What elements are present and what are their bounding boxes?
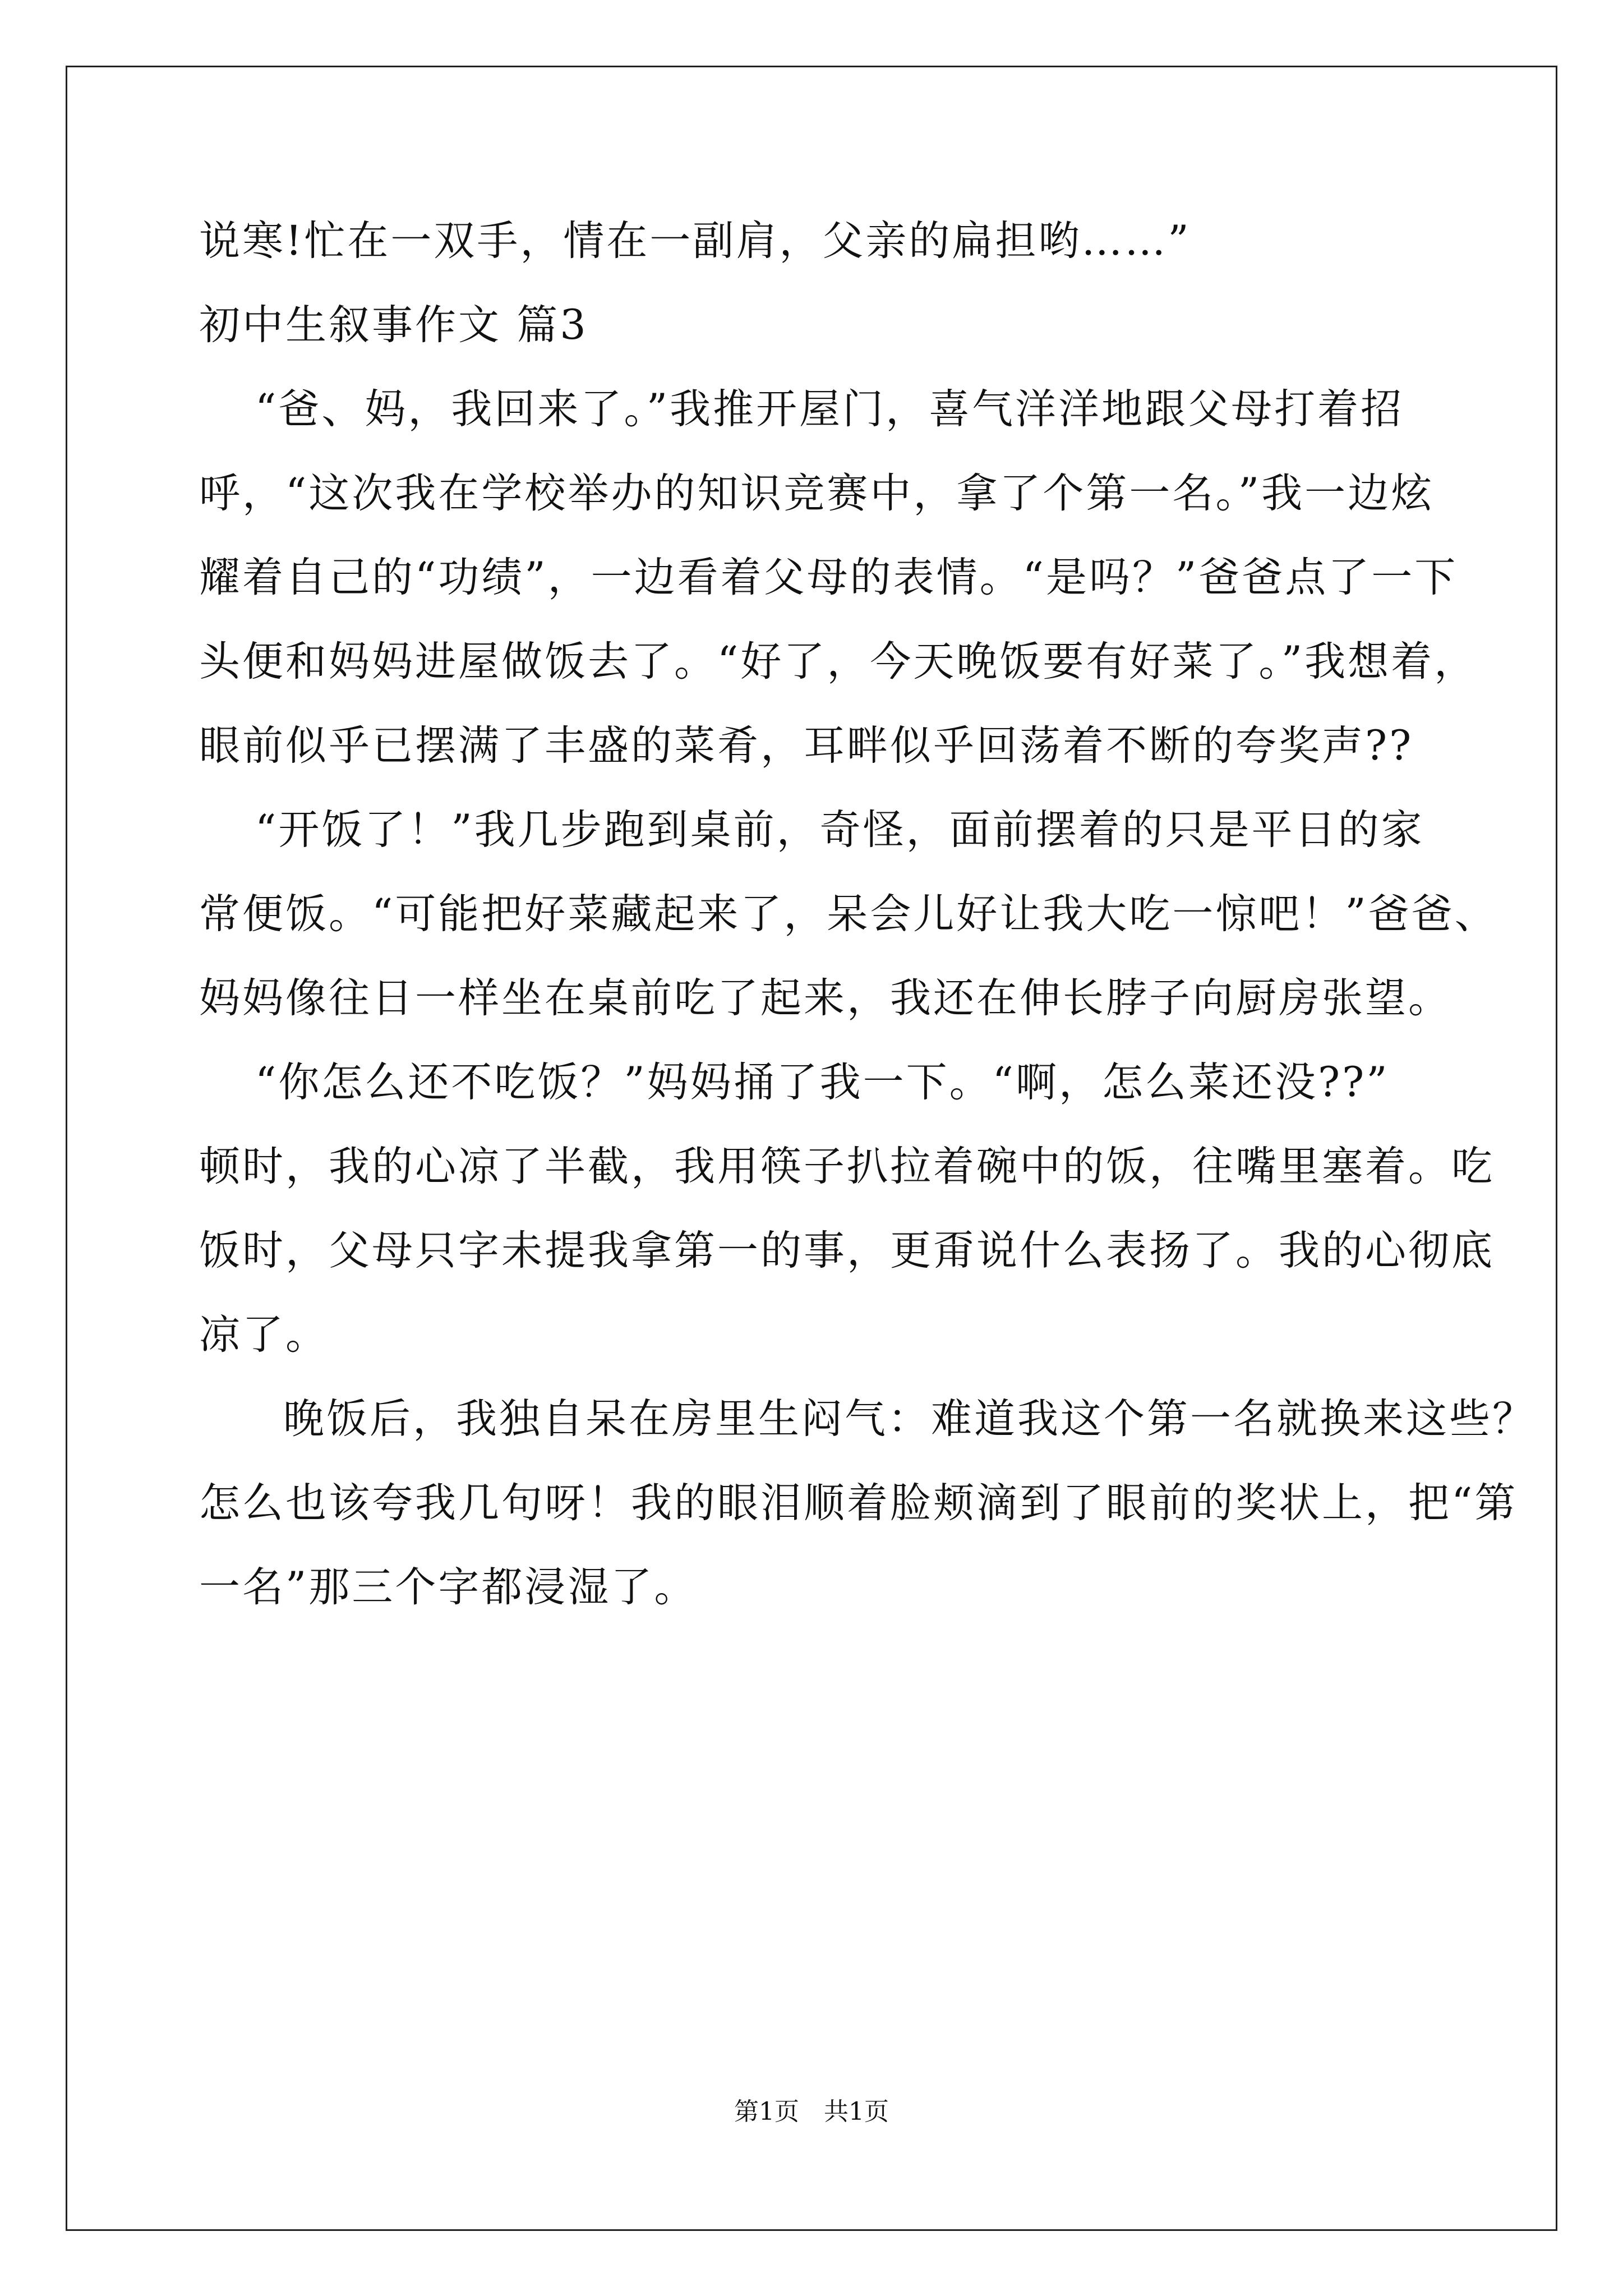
text-line: “爸、妈，我回来了。”我推开屋门，喜气洋洋地跟父母打着招: [255, 385, 1404, 433]
text-line: 一名”那三个字都浸湿了。: [199, 1563, 698, 1611]
page-number-footer: 第1页 共1页: [734, 2097, 889, 2126]
text-line: 晚饭后，我独自呆在房里生闷气：难道我这个第一名就换来这些？: [283, 1395, 1536, 1443]
text-line: 眼前似乎已摆满了丰盛的菜肴，耳畔似乎回荡着不断的夸奖声??: [199, 722, 1414, 770]
text-line: “你怎么还不吃饭？”妈妈捅了我一下。“啊，怎么菜还没??”: [255, 1059, 1390, 1106]
text-line: 头便和妈妈进屋做饭去了。“好了，今天晚饭要有好菜了。”我想着，: [199, 638, 1478, 685]
text-line: 耀着自己的“功绩”，一边看着父母的表情。“是吗？”爸爸点了一下: [199, 554, 1458, 601]
text-line: 饭时，父母只字未提我拿第一的事，更甭说什么表扬了。我的心彻底: [199, 1227, 1495, 1274]
text-line: 怎么也该夸我几句呀！我的眼泪顺着脸颊滴到了眼前的奖状上，把“第: [199, 1479, 1518, 1527]
text-line: 妈妈像往日一样坐在桌前吃了起来，我还在伸长脖子向厨房张望。: [199, 974, 1451, 1022]
text-line: 说寒!忙在一双手，情在一副肩，父亲的扁担哟……”: [199, 217, 1191, 265]
section-heading: 初中生叙事作文 篇3: [199, 301, 588, 349]
text-line: 呼，“这次我在学校举办的知识竞赛中，拿了个第一名。”我一边炫: [199, 470, 1435, 517]
text-line: 常便饭。“可能把好菜藏起来了，呆会儿好让我大吃一惊吧！”爸爸、: [199, 890, 1498, 938]
text-line: 凉了。: [199, 1311, 329, 1359]
text-line: 顿时，我的心凉了半截，我用筷子扒拉着碗中的饭，往嘴里塞着。吃: [199, 1143, 1495, 1190]
text-line: “开饭了！”我几步跑到桌前，奇怪，面前摆着的只是平日的家: [255, 806, 1424, 854]
